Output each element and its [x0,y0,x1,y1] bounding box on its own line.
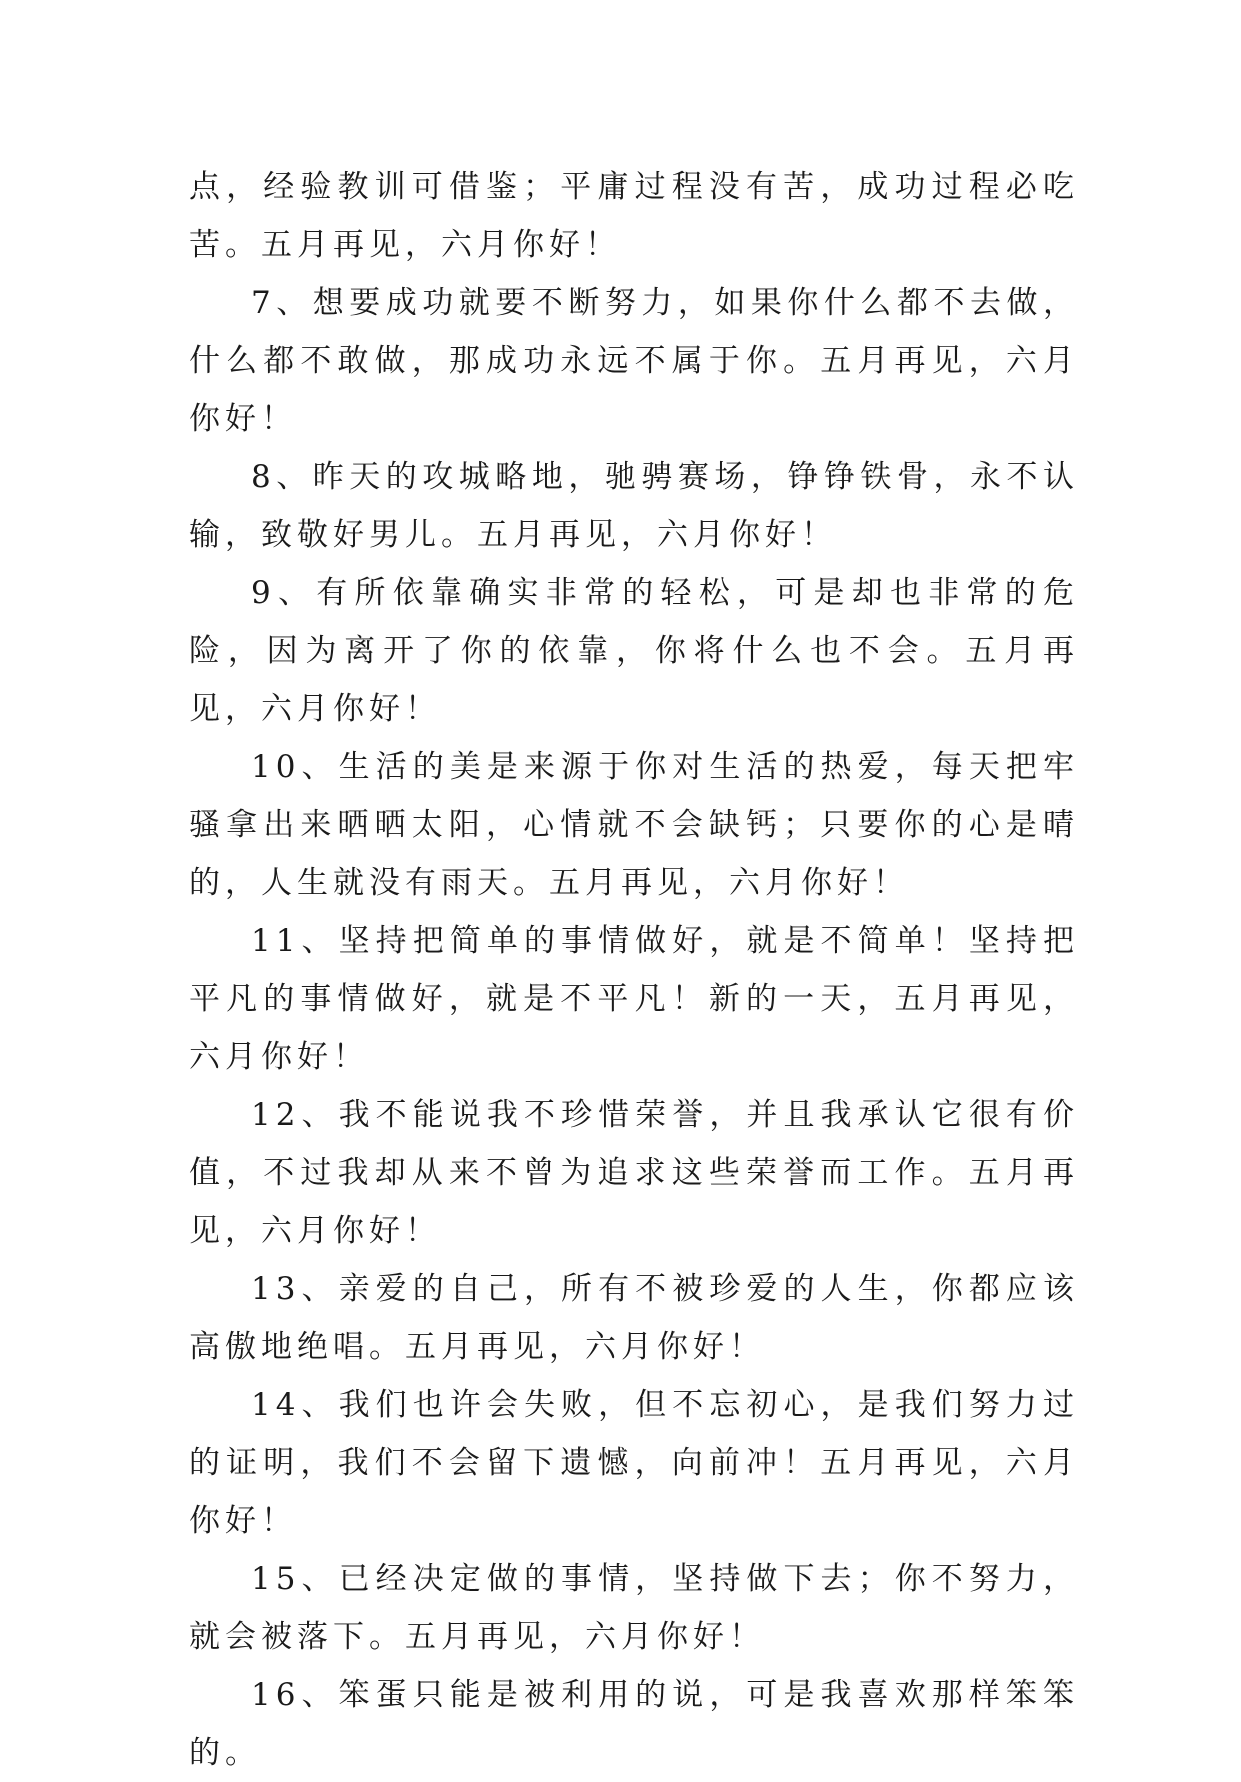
document-body [189,158,1079,1782]
paragraph-12: 12、我不能说我不珍惜荣誉，并且我承认它很有价值，不过我却从来不曾为追求这些荣誉而工作。五月再见，六月你好！ [189,1097,1079,1249]
paragraph-16: 16、笨蛋只能是被利用的说，可是我喜欢那样笨笨的。 [189,1677,1079,1771]
paragraph-9: 9、有所依靠确实非常的轻松，可是却也非常的危险，因为离开了你的依靠，你将什么也不会。五月再见，六月你好！ [189,575,1079,727]
paragraph-14: 14、我们也许会失败，但不忘初心，是我们努力过的证明，我们不会留下遗憾，向前冲！五月再见，六月你好！ [189,1387,1079,1539]
paragraph-continuation: 点，经验教训可借鉴；平庸过程没有苦，成功过程必吃苦。五月再见，六月你好！ [189,169,1079,263]
paragraph-8: 8、昨天的攻城略地，驰骋赛场，铮铮铁骨，永不认输，致敬好男儿。五月再见，六月你好！ [189,459,1079,553]
paragraph-15: 15、已经决定做的事情，坚持做下去；你不努力，就会被落下。五月再见，六月你好！ [189,1561,1079,1655]
paragraph-10: 10、生活的美是来源于你对生活的热爱，每天把牢骚拿出来晒晒太阳，心情就不会缺钙；只要你的心是晴的，人生就没有雨天。五月再见，六月你好！ [189,749,1079,901]
paragraph-7: 7、想要成功就要不断努力，如果你什么都不去做，什么都不敢做，那成功永远不属于你。五月再见，六月你好！ [189,285,1079,437]
paragraph-11: 11、坚持把简单的事情做好，就是不简单！坚持把平凡的事情做好，就是不平凡！新的一天，五月再见，六月你好！ [189,923,1079,1075]
paragraph-13: 13、亲爱的自己，所有不被珍爱的人生，你都应该高傲地绝唱。五月再见，六月你好！ [189,1271,1079,1365]
